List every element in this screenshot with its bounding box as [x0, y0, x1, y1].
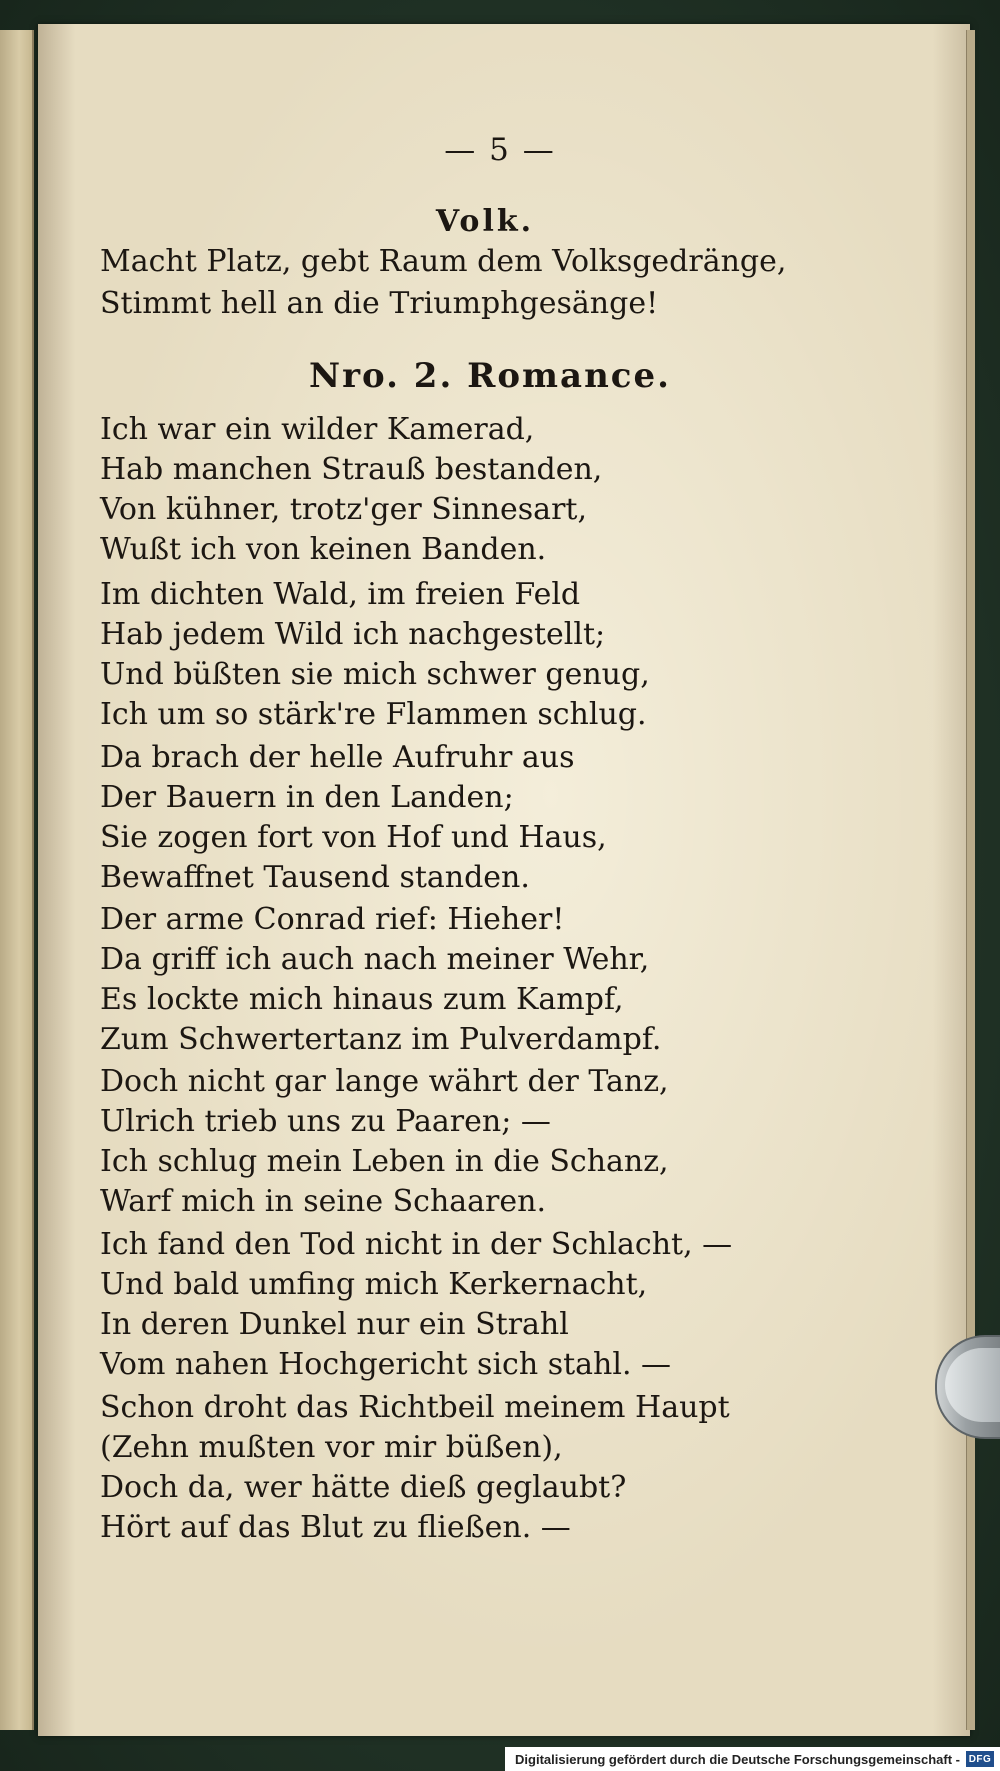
credit-text: Digitalisierung gefördert durch die Deutsche Forschungsgemeinschaft - — [515, 1751, 960, 1767]
page-number: — 5 — — [444, 132, 556, 168]
stanza — [100, 738, 607, 898]
verse-line: Hab manchen Strauß bestanden, — [100, 452, 603, 487]
intro-line: Macht Platz, gebt Raum dem Volksgedränge, — [100, 244, 787, 279]
verse-line: Von kühner, trotz'ger Sinnesart, — [100, 492, 588, 527]
previous-page-edge — [0, 30, 34, 1730]
stanza — [100, 575, 650, 735]
dfg-logo-icon: DFG — [966, 1751, 994, 1767]
intro-line: Stimmt hell an die Triumphgesänge! — [100, 286, 659, 321]
verse-line: Warf mich in seine Schaaren. — [100, 1184, 547, 1219]
verse-line: Ulrich trieb uns zu Paaren; — — [100, 1104, 551, 1139]
verse-line: Bewaffnet Tausend standen. — [100, 860, 530, 895]
verse-line: Ich schlug mein Leben in die Schanz, — [100, 1144, 669, 1179]
verse-line: Hört auf das Blut zu fließen. — — [100, 1510, 571, 1545]
speaker-label: Volk. — [435, 204, 535, 239]
verse-line: Hab jedem Wild ich nachgestellt; — [100, 617, 606, 652]
verse-line: Der arme Conrad rief: Hieher! — [100, 902, 565, 937]
verse-line: Im dichten Wald, im freien Feld — [100, 577, 581, 612]
stanza — [100, 1062, 669, 1222]
verse-line: Doch nicht gar lange währt der Tanz, — [100, 1064, 669, 1099]
verse-line: Ich fand den Tod nicht in der Schlacht, — — [100, 1227, 733, 1262]
verse-line: Es lockte mich hinaus zum Kampf, — [100, 982, 624, 1017]
verse-line: Wußt ich von keinen Banden. — [100, 532, 547, 567]
stanza — [100, 900, 661, 1060]
digitization-credit-bar — [505, 1747, 1000, 1771]
verse-line: Schon droht das Richtbeil meinem Haupt — [100, 1390, 730, 1425]
verse-line: Vom nahen Hochgericht sich stahl. — — [100, 1347, 672, 1382]
verse-line: Da griff ich auch nach meiner Wehr, — [100, 942, 650, 977]
stanza — [100, 1225, 732, 1385]
verse-line: Doch da, wer hätte dieß geglaubt? — [100, 1470, 627, 1505]
verse-line: Zum Schwertertanz im Pulverdampf. — [100, 1022, 662, 1057]
page-stack-edge — [966, 30, 975, 1730]
verse-line: Ich war ein wilder Kamerad, — [100, 412, 535, 447]
verse-line: Der Bauern in den Landen; — [100, 780, 514, 815]
verse-line: Sie zogen fort von Hof und Haus, — [100, 820, 607, 855]
stanza — [100, 1388, 730, 1548]
verse-line: Und bald umfing mich Kerkernacht, — [100, 1267, 648, 1302]
verse-line: Da brach der helle Aufruhr aus — [100, 740, 575, 775]
verse-line: Ich um so stärk're Flammen schlug. — [100, 697, 647, 732]
verse-line: In deren Dunkel nur ein Strahl — [100, 1307, 569, 1342]
stanza — [100, 410, 602, 570]
verse-line: (Zehn mußten vor mir büßen), — [100, 1430, 563, 1465]
verse-line: Und büßten sie mich schwer genug, — [100, 657, 650, 692]
poem-heading: Nro. 2. Romance. — [309, 356, 671, 396]
